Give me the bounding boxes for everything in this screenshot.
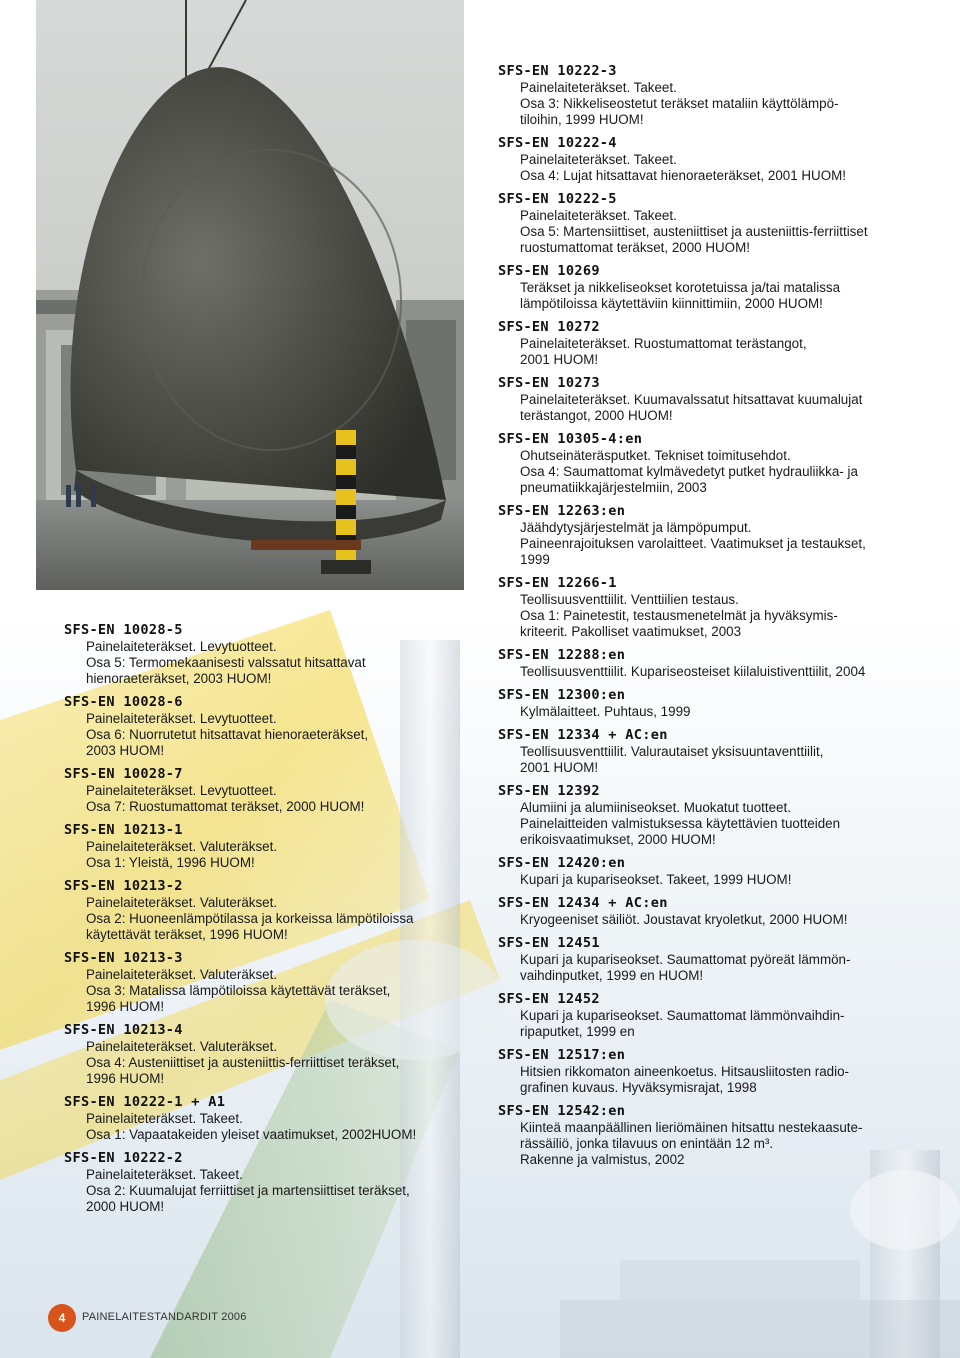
standard-entry	[64, 950, 464, 1015]
standard-code: SFS-EN 10305-4:en	[498, 431, 643, 447]
standard-description-line: Painelaiteteräkset. Levytuotteet.	[86, 783, 277, 798]
standard-code: SFS-EN 10222-2	[64, 1150, 183, 1166]
page-number-badge: 4	[48, 1304, 76, 1332]
standard-code: SFS-EN 10213-3	[64, 950, 183, 966]
standard-description-line: Kiinteä maanpäällinen lieriömäinen hitsattu nestekaasute-	[520, 1120, 863, 1135]
standard-entry	[498, 1103, 918, 1168]
standard-code: SFS-EN 10213-4	[64, 1022, 183, 1038]
standard-description-line: Painelaiteteräkset. Takeet.	[520, 208, 677, 223]
standard-entry	[498, 991, 918, 1040]
standard-description-line: Osa 3: Nikkeliseostetut teräkset mataliin käyttölämpö-	[520, 96, 839, 111]
standard-description-line: Painelaiteteräkset. Takeet.	[86, 1111, 243, 1126]
standard-description-line: Painelaiteteräkset. Valuteräkset.	[86, 839, 278, 854]
standard-code: SFS-EN 10213-1	[64, 822, 183, 838]
publication-title: PAINELAITESTANDARDIT 2006	[82, 1311, 247, 1323]
standard-entry	[64, 766, 464, 815]
standard-description-line: lämpötiloissa käytettäviin kiinnittimiin, 2000 HUOM!	[520, 296, 823, 311]
standard-description-line: Rakenne ja valmistus, 2002	[520, 1152, 685, 1167]
standard-code: SFS-EN 12434 + AC:en	[498, 895, 668, 911]
standard-code: SFS-EN 12420:en	[498, 855, 626, 871]
dished-head-photo	[36, 0, 464, 590]
standard-description-line: Osa 6: Nuorrutetut hitsattavat hienoraeteräkset,	[86, 727, 369, 742]
standard-description-line: kriteerit. Pakolliset vaatimukset, 2003	[520, 624, 742, 639]
standard-description-line: Painelaiteteräkset. Valuteräkset.	[86, 895, 278, 910]
standard-code: SFS-EN 12452	[498, 991, 600, 1007]
standard-code: SFS-EN 10272	[498, 319, 600, 335]
standard-entry	[498, 647, 918, 680]
left-standards-column	[64, 622, 464, 1222]
standard-description-line: Osa 4: Saumattomat kylmävedetyt putket hydrauliikka- ja	[520, 464, 858, 479]
standard-description-line: 2003 HUOM!	[86, 743, 165, 758]
standard-code: SFS-EN 12263:en	[498, 503, 626, 519]
standard-description-line: Painelaiteteräkset. Levytuotteet.	[86, 639, 277, 654]
standard-description-line: Kupari ja kupariseokset. Saumattomat lämmönvaihdin-	[520, 1008, 845, 1023]
standard-code: SFS-EN 12451	[498, 935, 600, 951]
standard-description-line: Teollisuusventtiilit. Kupariseosteiset kiilaluistiventtiilit, 2004	[520, 664, 866, 679]
standard-description-line: 2001 HUOM!	[520, 760, 599, 775]
standard-description-line: Ohutseinäteräsputket. Tekniset toimitusehdot.	[520, 448, 791, 463]
standard-code: SFS-EN 10222-4	[498, 135, 617, 151]
standard-description-line: Kupari ja kupariseokset. Takeet, 1999 HUOM!	[520, 872, 792, 887]
standard-description-line: 2000 HUOM!	[86, 1199, 165, 1214]
standard-entry	[498, 935, 918, 984]
standard-code: SFS-EN 10028-6	[64, 694, 183, 710]
standard-description-line: Painelaiteteräkset. Takeet.	[520, 80, 677, 95]
standard-description-line: 1996 HUOM!	[86, 999, 165, 1014]
standard-entry	[498, 135, 918, 184]
standard-description-line: Osa 1: Painetestit, testausmenetelmät ja hyväksymis-	[520, 608, 838, 623]
standard-description-line: pneumatiikkajärjestelmiin, 2003	[520, 480, 707, 495]
standard-description-line: Paineenrajoituksen varolaitteet. Vaatimukset ja testaukset,	[520, 536, 866, 551]
standard-description-line: Teollisuusventtiilit. Venttiilien testaus.	[520, 592, 739, 607]
right-standards-column	[498, 63, 918, 1175]
standard-description-line: 1999	[520, 552, 550, 567]
standard-description-line: terästangot, 2000 HUOM!	[520, 408, 673, 423]
standard-entry	[64, 694, 464, 759]
standard-entry	[64, 878, 464, 943]
standard-description-line: ruostumattomat teräkset, 2000 HUOM!	[520, 240, 750, 255]
standard-entry	[498, 727, 918, 776]
standard-entry	[498, 191, 918, 256]
standard-description-line: Osa 4: Austeniittiset ja austeniittis-ferriittiset teräkset,	[86, 1055, 400, 1070]
standard-description-line: Painelaitteiden valmistuksessa käytettävien tuotteiden	[520, 816, 841, 831]
standard-description-line: Osa 1: Yleistä, 1996 HUOM!	[86, 855, 255, 870]
standard-entry	[498, 63, 918, 128]
standard-entry	[498, 263, 918, 312]
standard-entry	[498, 431, 918, 496]
standard-description-line: Kylmälaitteet. Puhtaus, 1999	[520, 704, 691, 719]
standard-entry	[64, 1150, 464, 1215]
standard-description-line: Painelaiteteräkset. Ruostumattomat terästangot,	[520, 336, 807, 351]
standard-code: SFS-EN 12288:en	[498, 647, 626, 663]
standard-description-line: käytettävät teräkset, 1996 HUOM!	[86, 927, 288, 942]
standard-description-line: Osa 1: Vapaatakeiden yleiset vaatimukset, 2002HUOM!	[86, 1127, 417, 1142]
standard-entry	[498, 503, 918, 568]
standard-description-line: Alumiini ja alumiiniseokset. Muokatut tuotteet.	[520, 800, 791, 815]
standard-code: SFS-EN 12334 + AC:en	[498, 727, 668, 743]
standard-description-line: Painelaiteteräkset. Takeet.	[520, 152, 677, 167]
standard-description-line: 2001 HUOM!	[520, 352, 599, 367]
standard-description-line: Painelaiteteräkset. Valuteräkset.	[86, 1039, 278, 1054]
standard-description-line: ripaputket, 1999 en	[520, 1024, 635, 1039]
standard-description-line: Osa 7: Ruostumattomat teräkset, 2000 HUOM!	[86, 799, 365, 814]
standard-code: SFS-EN 12300:en	[498, 687, 626, 703]
standard-description-line: Osa 5: Martensiittiset, austeniittiset ja austeniittis-ferriittiset	[520, 224, 868, 239]
standard-description-line: Teollisuusventtiilit. Valurautaiset yksisuuntaventtiilit,	[520, 744, 824, 759]
standard-description-line: Painelaiteteräkset. Takeet.	[86, 1167, 243, 1182]
standard-description-line: hienoraeteräkset, 2003 HUOM!	[86, 671, 272, 686]
standard-entry	[64, 1094, 464, 1143]
standard-entry	[498, 783, 918, 848]
standard-entry	[64, 622, 464, 687]
standard-code: SFS-EN 10273	[498, 375, 600, 391]
standard-description-line: rässäiliö, jonka tilavuus on enintään 12 m³.	[520, 1136, 774, 1151]
standard-description-line: Painelaiteteräkset. Valuteräkset.	[86, 967, 278, 982]
standard-code: SFS-EN 10213-2	[64, 878, 183, 894]
standard-description-line: vaihdinputket, 1999 en HUOM!	[520, 968, 704, 983]
standard-entry	[498, 895, 918, 928]
standard-description-line: erikoisvaatimukset, 2000 HUOM!	[520, 832, 716, 847]
standard-description-line: Painelaiteteräkset. Kuumavalssatut hitsattavat kuumalujat	[520, 392, 863, 407]
standard-entry	[498, 855, 918, 888]
standard-entry	[64, 1022, 464, 1087]
standard-entry	[498, 319, 918, 368]
standard-description-line: Kupari ja kupariseokset. Saumattomat pyöreät lämmön-	[520, 952, 851, 967]
standard-code: SFS-EN 12542:en	[498, 1103, 626, 1119]
standard-code: SFS-EN 12517:en	[498, 1047, 626, 1063]
standard-description-line: Osa 5: Termomekaanisesti valssatut hitsattavat	[86, 655, 366, 670]
standard-code: SFS-EN 10222-3	[498, 63, 617, 79]
standard-description-line: Jäähdytysjärjestelmät ja lämpöpumput.	[520, 520, 752, 535]
standard-description-line: 1996 HUOM!	[86, 1071, 165, 1086]
standard-code: SFS-EN 10222-1 + A1	[64, 1094, 226, 1110]
standard-code: SFS-EN 10269	[498, 263, 600, 279]
standard-code: SFS-EN 10222-5	[498, 191, 617, 207]
standard-description-line: Painelaiteteräkset. Levytuotteet.	[86, 711, 277, 726]
standard-entry	[498, 1047, 918, 1096]
standard-code: SFS-EN 12266-1	[498, 575, 617, 591]
standard-entry	[498, 687, 918, 720]
standard-description-line: Hitsien rikkomaton aineenkoetus. Hitsausliitosten radio-	[520, 1064, 849, 1079]
standard-description-line: tiloihin, 1999 HUOM!	[520, 112, 644, 127]
standard-description-line: grafinen kuvaus. Hyväksymisrajat, 1998	[520, 1080, 757, 1095]
standard-entry	[64, 822, 464, 871]
standard-description-line: Osa 2: Kuumalujat ferriittiset ja martensiittiset teräkset,	[86, 1183, 410, 1198]
standard-entry	[498, 375, 918, 424]
standard-code: SFS-EN 10028-7	[64, 766, 183, 782]
standard-description-line: Osa 4: Lujat hitsattavat hienoraeteräkset, 2001 HUOM!	[520, 168, 847, 183]
standard-description-line: Kryogeeniset säiliöt. Joustavat kryoletkut, 2000 HUOM!	[520, 912, 848, 927]
standard-code: SFS-EN 12392	[498, 783, 600, 799]
standard-description-line: Teräkset ja nikkeliseokset korotetuissa ja/tai matalissa	[520, 280, 841, 295]
standard-description-line: Osa 3: Matalissa lämpötiloissa käytettävät teräkset,	[86, 983, 391, 998]
standard-description-line: Osa 2: Huoneenlämpötilassa ja korkeissa lämpötiloissa	[86, 911, 414, 926]
standard-code: SFS-EN 10028-5	[64, 622, 183, 638]
standard-entry	[498, 575, 918, 640]
